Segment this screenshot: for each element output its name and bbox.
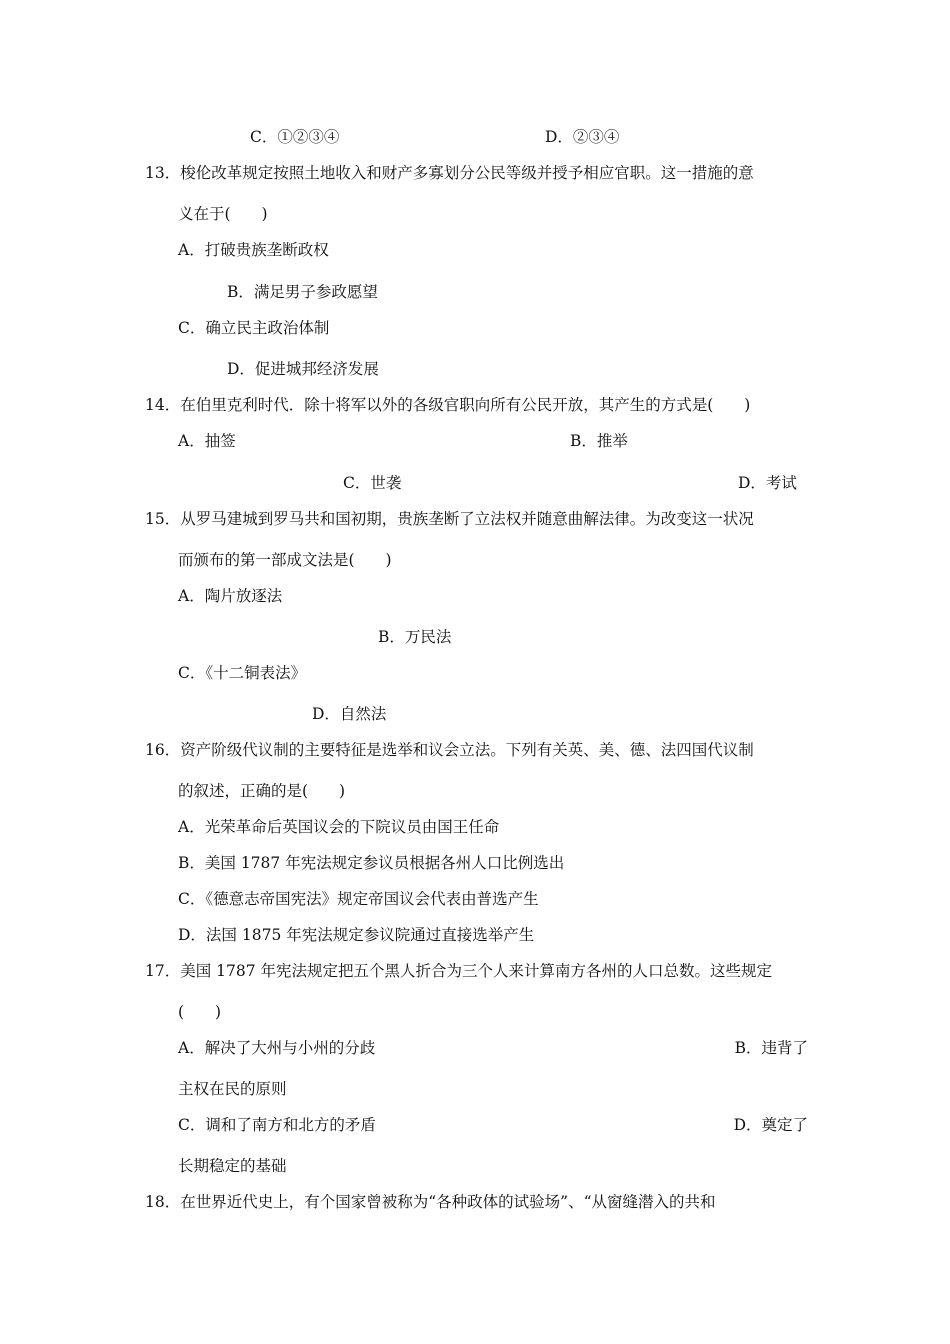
q15-option-d: D．自然法: [312, 705, 387, 723]
q17-option-d-start: D．奠定了: [733, 1116, 808, 1134]
q14-option-a: A．抽签: [178, 432, 236, 450]
q16-option-d: D．法国 1875 年宪法规定参议院通过直接选举产生: [178, 926, 535, 944]
q15-option-a: A．陶片放逐法: [178, 587, 283, 605]
q17-option-b-cont: 主权在民的原则: [178, 1080, 287, 1098]
q15-stem-line1: 15．从罗马建城到罗马共和国初期，贵族垄断了立法权并随意曲解法律。为改变这一状况: [145, 510, 754, 528]
q17-option-c: C．调和了南方和北方的矛盾: [178, 1116, 376, 1134]
q17-option-a: A．解决了大州与小州的分歧: [178, 1039, 376, 1057]
q15-option-b: B．万民法: [378, 628, 452, 646]
q13-option-a: A．打破贵族垄断政权: [178, 241, 329, 259]
q14-stem-line1: 14．在伯里克利时代．除十将军以外的各级官职向所有公民开放，其产生的方式是( ): [145, 396, 751, 414]
q16-stem-line2: 的叙述，正确的是( ): [178, 782, 346, 800]
q17-option-b-start: B．违背了: [734, 1039, 808, 1057]
q14-option-c: C．世袭: [343, 474, 402, 492]
q13-option-d: D．促进城邦经济发展: [227, 360, 379, 378]
q13-option-b: B．满足男子参政愿望: [227, 283, 378, 301]
q13-stem-line1: 13．梭伦改革规定按照土地收入和财产多寡划分公民等级并授予相应官职。这一措施的意: [145, 164, 754, 182]
q17-stem-line2: ( ): [178, 1003, 222, 1021]
q13-option-c: C．确立民主政治体制: [178, 319, 330, 337]
q12-option-c: C．①②③④: [250, 128, 340, 146]
q12-option-d: D．②③④: [545, 128, 620, 146]
q18-stem-line1: 18．在世界近代史上，有个国家曾被称为“各种政体的试验场”、“从窗缝潜入的共和: [145, 1193, 716, 1211]
q15-option-c: C．《十二铜表法》: [178, 664, 307, 682]
q17-stem-line1: 17．美国 1787 年宪法规定把五个黑人折合为三个人来计算南方各州的人口总数。这些规定: [145, 962, 773, 980]
q17-option-d-cont: 长期稳定的基础: [178, 1157, 287, 1175]
q16-option-b: B．美国 1787 年宪法规定参议员根据各州人口比例选出: [178, 854, 565, 872]
q17-row-cd: [178, 1115, 808, 1135]
q14-option-d: D．考试: [738, 474, 797, 492]
q15-stem-line2: 而颁布的第一部成文法是( ): [178, 551, 392, 569]
q16-option-c: C．《德意志帝国宪法》规定帝国议会代表由普选产生: [178, 890, 539, 908]
q13-stem-line2: 义在于( ): [178, 205, 268, 223]
q14-option-b: B．推举: [570, 432, 628, 450]
q16-option-a: A．光荣革命后英国议会的下院议员由国王任命: [178, 818, 500, 836]
q16-stem-line1: 16．资产阶级代议制的主要特征是选举和议会立法。下列有关英、美、德、法四国代议制: [145, 741, 754, 759]
q17-row-ab: [178, 1038, 808, 1058]
